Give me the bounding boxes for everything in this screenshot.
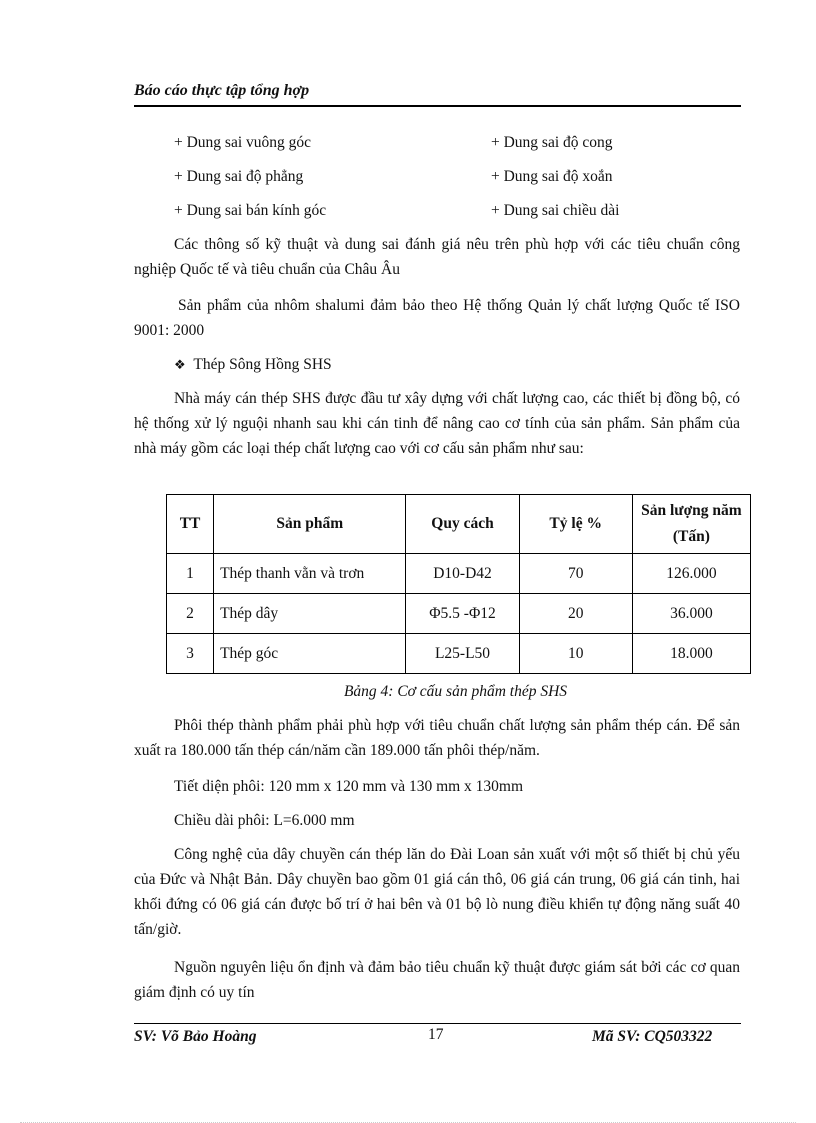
table-cell: 36.000	[632, 594, 750, 634]
table-cell: 3	[167, 634, 214, 674]
table-cell: Thép dây	[214, 594, 406, 634]
footer-student-id: Mã SV: CQ503322	[592, 1028, 713, 1045]
paragraph: Nhà máy cán thép SHS được đầu tư xây dựng với chất lượng cao, các thiết bị đồng bộ, có hệ thống xử lý nguội nhanh sau khi cán tinh để nâng cao cơ tính của sản phẩm. Sản phẩm của nhà máy gồm các loại thép chất lượng cao với cơ cấu sản phẩm như sau:	[134, 390, 740, 457]
table-cell: Thép góc	[214, 634, 406, 674]
table-cell: Thép thanh vằn và trơn	[214, 554, 406, 594]
tolerance-item: + Dung sai bán kính góc	[174, 202, 327, 219]
table-cell: 20	[519, 594, 632, 634]
tolerance-item: + Dung sai vuông góc	[174, 134, 312, 151]
paragraph: Sản phẩm của nhôm shalumi đảm bảo theo Hệ thống Quản lý chất lượng Quốc tế ISO 9001: 2000	[134, 297, 740, 339]
table-cell: 18.000	[632, 634, 750, 674]
paragraph: Phôi thép thành phẩm phải phù hợp với tiêu chuẩn chất lượng sản phẩm thép cán. Để sản xuất ra 180.000 tấn thép cán/năm cần 189.000 tấn phôi thép/năm.	[134, 717, 740, 759]
header-rule	[134, 105, 741, 107]
diamond-bullet-icon: ❖	[174, 357, 186, 372]
table-cell: 126.000	[632, 554, 750, 594]
paragraph: Các thông số kỹ thuật và dung sai đánh giá nêu trên phù hợp với các tiêu chuẩn công nghiệp Quốc tế và tiêu chuẩn của Châu Âu	[134, 236, 740, 278]
paragraph: Nguồn nguyên liệu ổn định và đảm bảo tiêu chuẩn kỹ thuật được giám sát bởi các cơ quan giám định có uy tín	[134, 959, 740, 1001]
table-cell: L25-L50	[406, 634, 519, 674]
table-cell: Φ5.5 -Φ12	[406, 594, 519, 634]
table-header-cell: TT	[167, 495, 214, 554]
tolerance-item: + Dung sai độ cong	[491, 134, 613, 151]
footer-student-name: SV: Võ Bảo Hoàng	[134, 1028, 257, 1045]
table-row	[167, 554, 751, 594]
table-cell: 1	[167, 554, 214, 594]
product-table	[166, 494, 751, 674]
paragraph: Chiều dài phôi: L=6.000 mm	[174, 812, 355, 829]
bullet-item	[174, 355, 332, 375]
table-header-row	[167, 495, 751, 554]
footer-rule	[134, 1023, 741, 1024]
header-title: Báo cáo thực tập tổng hợp	[134, 82, 310, 99]
table-cell: D10-D42	[406, 554, 519, 594]
table-row	[167, 594, 751, 634]
page-number: 17	[428, 1026, 444, 1043]
table-caption: Bảng 4: Cơ cấu sản phẩm thép SHS	[343, 683, 568, 700]
tolerance-item: + Dung sai độ xoắn	[491, 168, 613, 185]
table-cell: 70	[519, 554, 632, 594]
table-row	[167, 634, 751, 674]
paragraph: Tiết diện phôi: 120 mm x 120 mm và 130 mm x 130mm	[174, 778, 524, 795]
table-header-cell: Tỷ lệ %	[519, 495, 632, 554]
table-header-cell: Quy cách	[406, 495, 519, 554]
table-cell: 2	[167, 594, 214, 634]
table-header-cell: Sản lượng năm (Tấn)	[632, 495, 750, 554]
table-header-cell: Sản phẩm	[214, 495, 406, 554]
bullet-text: Thép Sông Hồng SHS	[193, 356, 332, 373]
table-cell: 10	[519, 634, 632, 674]
paragraph: Công nghệ của dây chuyền cán thép lăn do Đài Loan sản xuất với một số thiết bị chủ yếu của Đức và Nhật Bản. Dây chuyền bao gồm 01 giá cán thô, 06 giá cán trung, 06 giá cán tinh, hai khối đứng có 06 giá cán được bố trí ở hai bên và 01 bộ lò nung điều khiển tự động năng suất 40 tấn/giờ.	[134, 846, 740, 938]
tolerance-item: + Dung sai chiều dài	[491, 202, 620, 219]
tolerance-item: + Dung sai độ phẳng	[174, 168, 304, 185]
